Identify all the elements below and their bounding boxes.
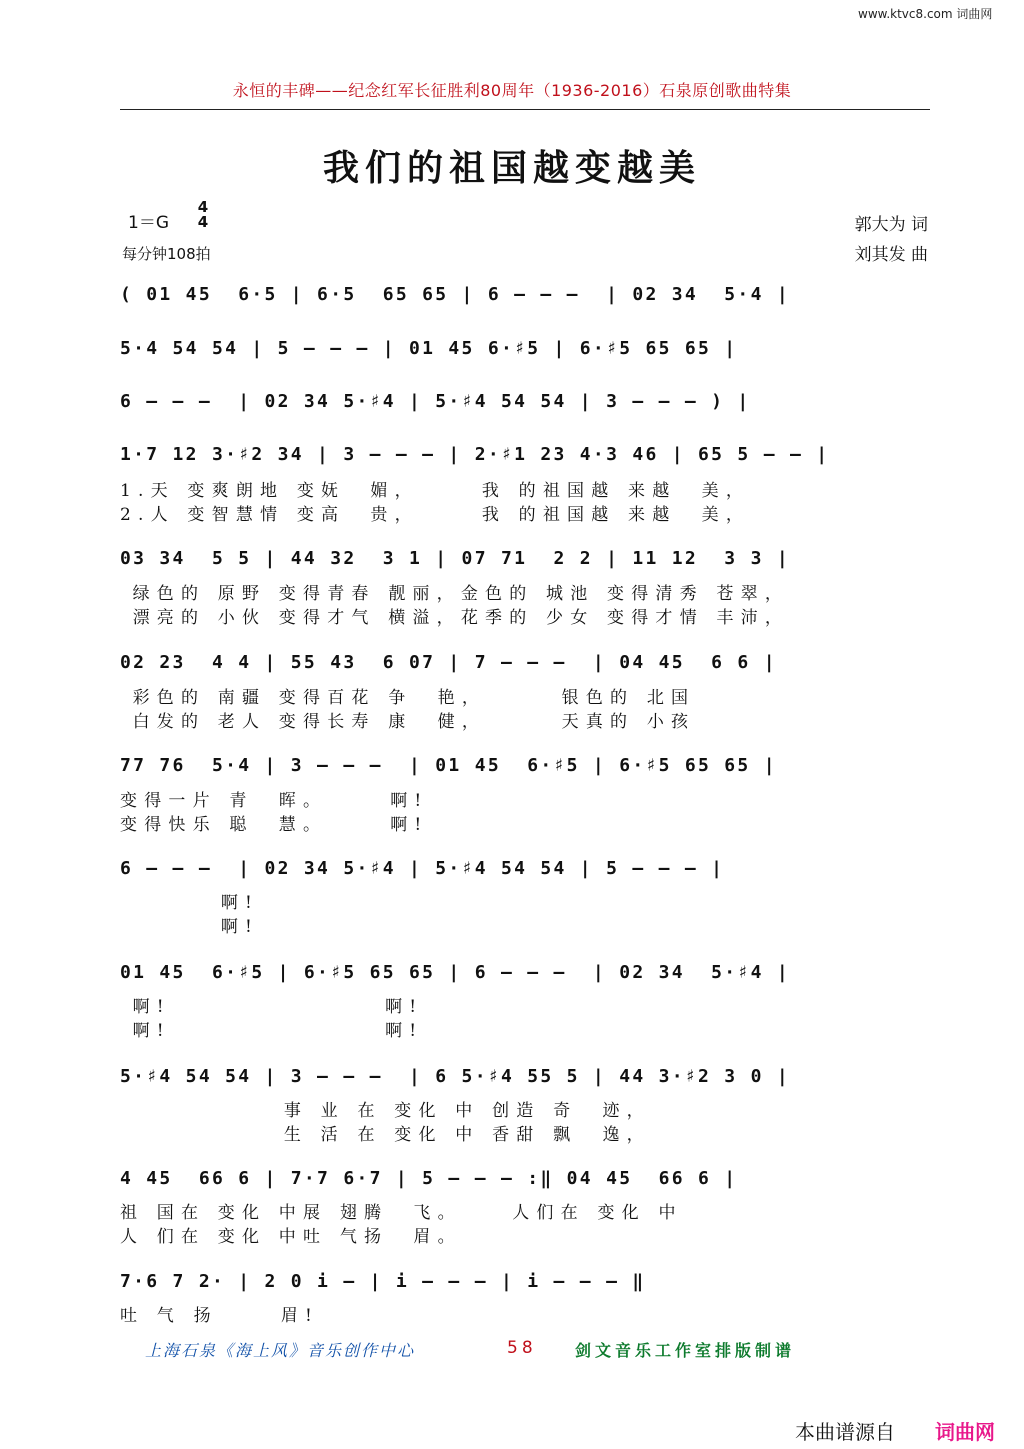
lyric-verse2-line-11: 人 们在 变化 中吐 气扬 眉。 <box>120 1227 462 1247</box>
lyric-verse1-line-9: 啊! 啊! <box>120 997 424 1017</box>
notation-line-2: 5·4 54 54 | 5 — — — | 01 45 6·♯5 | 6·♯5 65 65 | <box>120 338 738 359</box>
site-url: www.ktvc8.com 词曲网 <box>858 7 993 21</box>
page-number: 58 <box>507 1338 537 1358</box>
series-title: 永恒的丰碑——纪念红军长征胜利80周年（1936-2016）石泉原创歌曲特集 <box>232 81 792 100</box>
lyricist-credit: 郭大为 词 <box>854 215 928 235</box>
source-site-link[interactable]: 词曲网 <box>935 1420 995 1444</box>
lyric-verse2-line-6: 白发的 老人 变得长寿 康 健， 天真的 小孩 <box>120 712 696 732</box>
lyric-verse1-line-12: 吐 气 扬 眉! <box>120 1306 320 1326</box>
lyric-verse2-line-7: 变得快乐 聪 慧。 啊! <box>120 815 429 835</box>
lyric-verse1-line-6: 彩色的 南疆 变得百花 争 艳， 银色的 北国 <box>120 688 696 708</box>
notation-line-5: 03 34 5 5 | 44 32 3 1 | 07 71 2 2 | 11 12 3 3 | <box>120 548 790 569</box>
lyric-verse1-line-10: 事 业 在 变化 中 创造 奇 迹， <box>120 1101 651 1121</box>
lyric-verse2-line-4: 2.人 变智慧情 变高 贵， 我 的祖国越 来越 美， <box>120 505 751 525</box>
song-title: 我们的祖国越变越美 <box>322 147 701 189</box>
lyric-verse1-line-4: 1.天 变爽朗地 变妩 媚， 我 的祖国越 来越 美， <box>120 481 751 501</box>
source-note: 本曲谱源自 <box>795 1420 895 1444</box>
notation-line-1: ( 01 45 6·5 | 6·5 65 65 | 6 — — — | 02 34 5·4 | <box>120 284 790 305</box>
notation-line-7: 77 76 5·4 | 3 — — — | 01 45 6·♯5 | 6·♯5 65 65 | <box>120 755 777 776</box>
lyric-verse2-line-5: 漂亮的 小伙 变得才气 横溢，花季的 少女 变得才情 丰沛， <box>120 608 790 628</box>
lyric-verse1-line-8: 啊! <box>120 893 260 913</box>
footer-studio: 上海石泉《海上风》音乐创作中心 <box>145 1341 416 1360</box>
footer-engraver: 剑文音乐工作室排版制谱 <box>575 1341 796 1360</box>
notation-line-8: 6 — — — | 02 34 5·♯4 | 5·♯4 54 54 | 5 — — — | <box>120 858 725 879</box>
time-signature <box>194 200 212 230</box>
lyric-verse1-line-11: 祖 国在 变化 中展 翅腾 飞。 人们在 变化 中 <box>120 1203 683 1223</box>
time-sig-top: 4 <box>197 198 209 216</box>
notation-line-4: 1·7 12 3·♯2 34 | 3 — — — | 2·♯1 23 4·3 46 | 65 5 — — | <box>120 444 830 465</box>
header-rule <box>120 109 930 110</box>
time-sig-bottom: 4 <box>197 213 209 231</box>
notation-line-10: 5·♯4 54 54 | 3 — — — | 6 5·♯4 55 5 | 44 3·♯2 3 0 | <box>120 1066 790 1087</box>
notation-line-3: 6 — — — | 02 34 5·♯4 | 5·♯4 54 54 | 3 — — — ) | <box>120 391 751 412</box>
tempo-marking: 每分钟108拍 <box>122 245 211 263</box>
key-signature: 1＝G <box>128 213 169 233</box>
notation-line-12: 7·6 7 2· | 2 0 i — | i — — — | i — — — ‖ <box>120 1271 646 1292</box>
lyric-verse1-line-5: 绿色的 原野 变得青春 靓丽，金色的 城池 变得清秀 苍翠， <box>120 584 790 604</box>
lyric-verse2-line-10: 生 活 在 变化 中 香甜 飘 逸， <box>120 1125 651 1145</box>
composer-credit: 刘其发 曲 <box>854 245 928 265</box>
notation-line-11: 4 45 66 6 | 7·7 6·7 | 5 — — — :‖ 04 45 66 6 | <box>120 1168 738 1189</box>
lyric-verse2-line-9: 啊! 啊! <box>120 1021 424 1041</box>
notation-line-9: 01 45 6·♯5 | 6·♯5 65 65 | 6 — — — | 02 34 5·♯4 | <box>120 962 790 983</box>
lyric-verse2-line-8: 啊! <box>120 917 260 937</box>
lyric-verse1-line-7: 变得一片 青 晖。 啊! <box>120 791 429 811</box>
notation-line-6: 02 23 4 4 | 55 43 6 07 | 7 — — — | 04 45 6 6 | <box>120 652 777 673</box>
